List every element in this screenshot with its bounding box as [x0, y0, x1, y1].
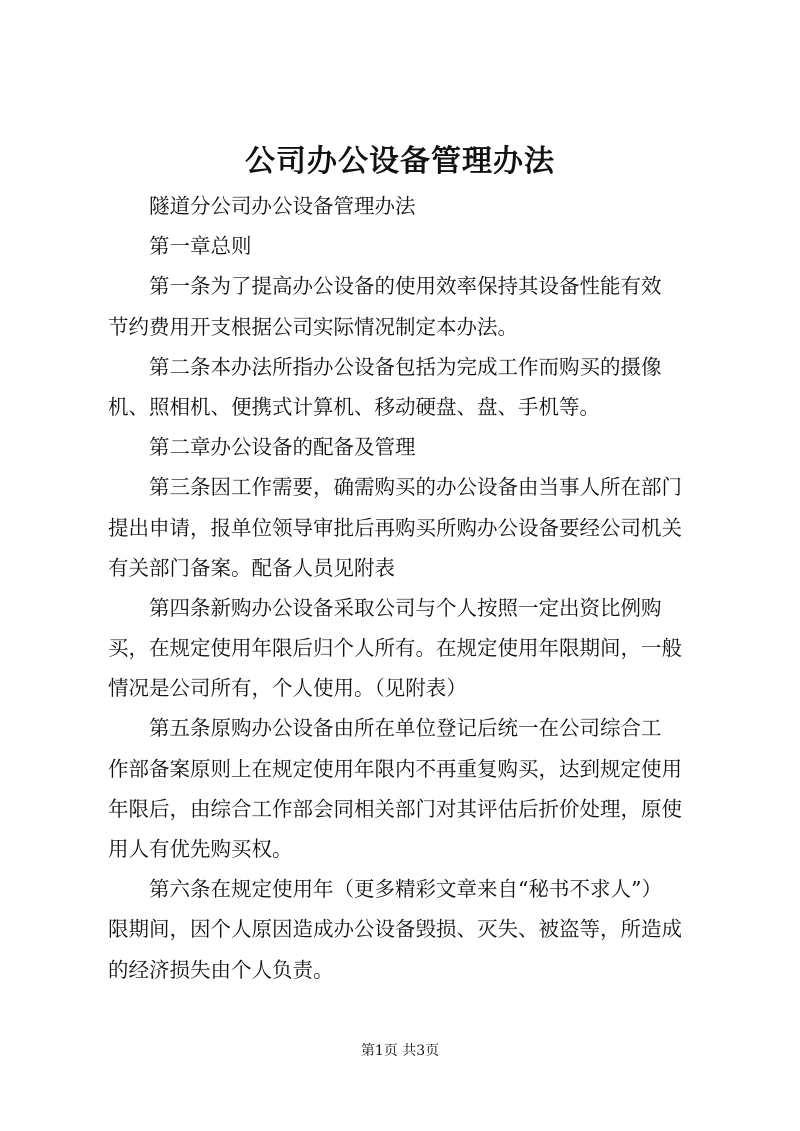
body-line: 限期间，因个人原因造成办公设备毁损、灭失、被盗等，所造成	[108, 917, 682, 942]
body-line: 第四条新购办公设备采取公司与个人按照一定出资比例购	[149, 595, 662, 620]
body-line: 第一章总则	[149, 234, 252, 259]
body-line: 第六条在规定使用年（更多精彩文章来自“秘书不求人”）	[149, 877, 662, 902]
body-line: 作部备案原则上在规定使用年限内不再重复购买，达到规定使用	[108, 756, 682, 781]
body-line: 第五条原购办公设备由所在单位登记后统一在公司综合工	[149, 716, 662, 741]
body-line: 节约费用开支根据公司实际情况制定本办法。	[108, 314, 518, 339]
body-line: 第一条为了提高办公设备的使用效率保持其设备性能有效	[149, 274, 662, 299]
body-line: 第二条本办法所指办公设备包括为完成工作而购买的摄像	[149, 354, 662, 379]
body-line: 年限后，由综合工作部会同相关部门对其评估后折价处理，原使	[108, 796, 682, 821]
document-body	[108, 186, 700, 990]
body-line: 的经济损失由个人负责。	[108, 957, 334, 982]
body-line: 买，在规定使用年限后归个人所有。在规定使用年限期间，一般	[108, 636, 682, 661]
body-line: 隧道分公司办公设备管理办法	[149, 194, 416, 218]
body-line: 机、照相机、便携式计算机、移动硬盘、盘、手机等。	[108, 394, 600, 419]
body-line: 第三条因工作需要，确需购买的办公设备由当事人所在部门	[149, 475, 682, 500]
page-footer: 第1页 共3页	[360, 1043, 440, 1059]
body-line: 提出申请，报单位领导审批后再购买所购办公设备要经公司机关	[108, 515, 682, 540]
body-line: 有关部门备案。配备人员见附表	[108, 555, 395, 580]
document-title: 公司办公设备管理办法	[245, 144, 555, 179]
body-line: 用人有优先购买权。	[108, 837, 293, 861]
body-line: 情况是公司所有，个人使用。（见附表）	[108, 676, 467, 701]
body-line: 第二章办公设备的配备及管理	[149, 435, 416, 460]
